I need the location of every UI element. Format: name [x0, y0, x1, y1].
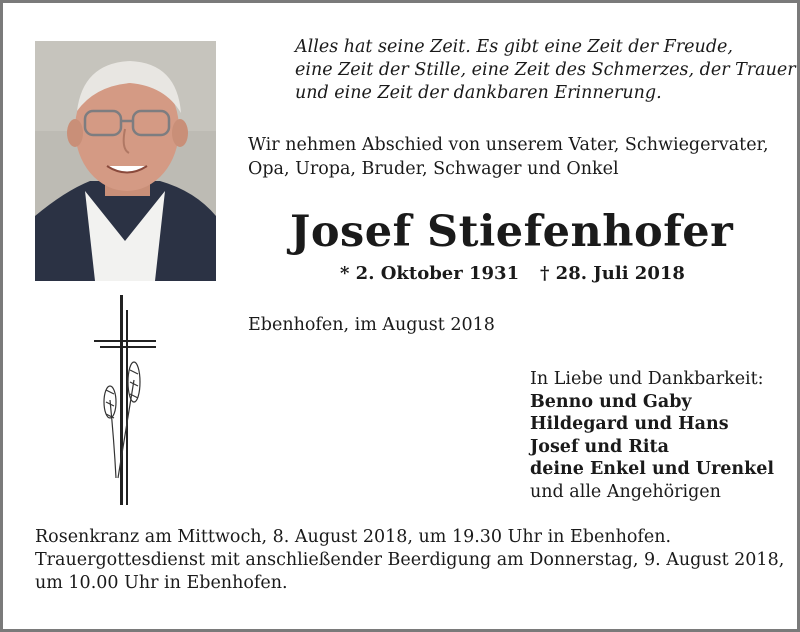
quote-line: eine Zeit der Stille, eine Zeit des Schmerzes, der Trauer [295, 60, 796, 80]
birth-date: * 2. Oktober 1931 [340, 263, 520, 284]
cross-with-wheat-icon [88, 290, 168, 510]
mourners-list [530, 368, 774, 503]
portrait-photo [35, 41, 216, 281]
death-date: † 28. Juli 2018 [540, 263, 685, 284]
mourner-name: Hildegard und Hans [530, 414, 729, 434]
mourner-name: Josef und Rita [530, 436, 669, 457]
quote-block [295, 36, 796, 105]
quote-line: und eine Zeit der dankbaren Erinnerung. [295, 83, 662, 103]
deceased-name: Josef Stiefenhofer [290, 207, 734, 257]
mourner-name: deine Enkel und Urenkel [530, 459, 775, 479]
intro-line: Opa, Uropa, Bruder, Schwager und Onkel [248, 159, 619, 179]
intro-line: Wir nehmen Abschied von unserem Vater, Schwiegervater, [248, 135, 769, 155]
place-date: Ebenhofen, im August 2018 [248, 315, 495, 335]
mourners-closing: und alle Angehörigen [530, 481, 721, 502]
intro-text [248, 133, 769, 181]
quote-line: Alles hat seine Zeit. Es gibt eine Zeit der Freude, [295, 37, 733, 57]
service-line: Trauergottesdienst mit anschließender Beerdigung am Donnerstag, 9. August 2018, [35, 550, 785, 570]
mourners-heading: In Liebe und Dankbarkeit: [530, 369, 764, 389]
service-info [35, 526, 784, 595]
service-line: um 10.00 Uhr in Ebenhofen. [35, 573, 288, 593]
service-line: Rosenkranz am Mittwoch, 8. August 2018, um 19.30 Uhr in Ebenhofen. [35, 527, 672, 547]
mourner-name: Benno und Gaby [530, 391, 692, 412]
